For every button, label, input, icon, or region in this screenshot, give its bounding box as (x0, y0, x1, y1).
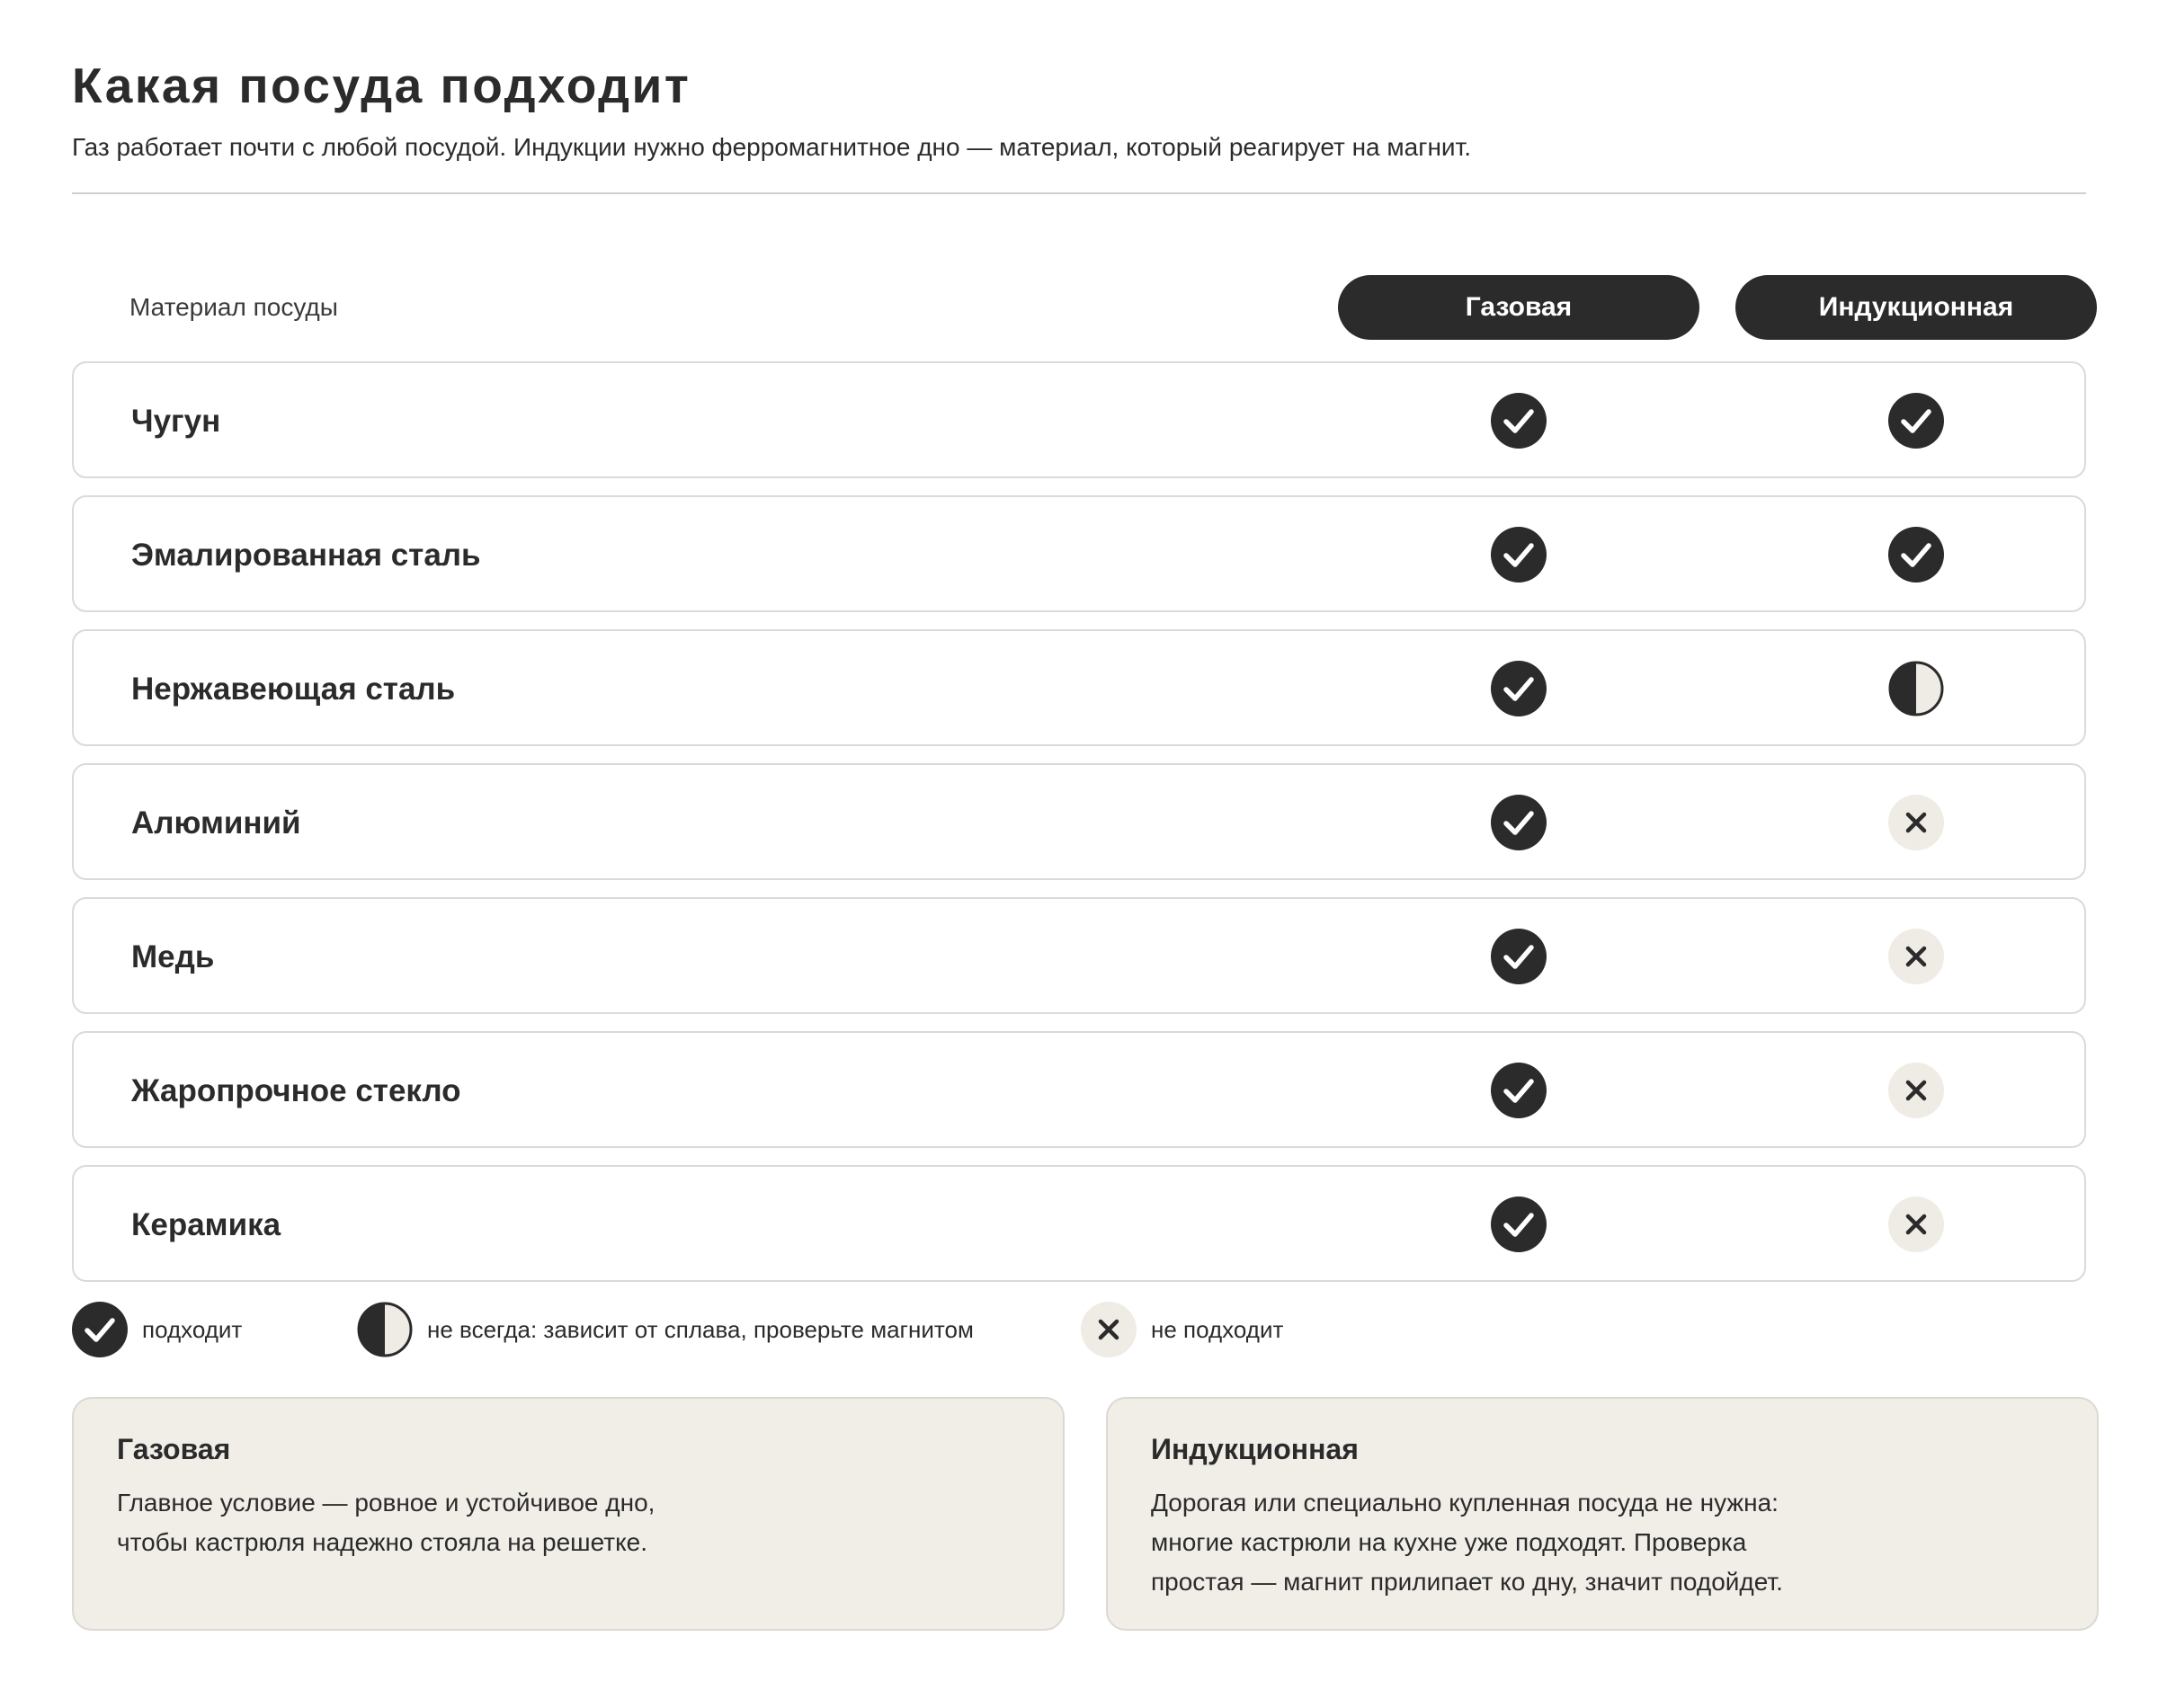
cross-circle-icon (1888, 1196, 1944, 1252)
material-name: Эмалированная сталь (131, 538, 481, 573)
table-row (72, 897, 2086, 1014)
divider (72, 192, 2086, 194)
induction-status (1888, 393, 1944, 449)
table-row (72, 1165, 2086, 1282)
cross-circle-icon (1081, 1302, 1137, 1357)
gas-status (1491, 393, 1547, 449)
check-circle-icon (1491, 527, 1547, 583)
gas-status (1491, 527, 1547, 583)
induction-status (1888, 1063, 1944, 1118)
table-row (72, 629, 2086, 746)
check-circle-icon (1491, 1063, 1547, 1118)
material-name: Нержавеющая сталь (131, 672, 456, 707)
induction-note-card (1106, 1397, 2099, 1631)
page-title: Какая посуда подходит (72, 58, 691, 113)
gas-status (1491, 929, 1547, 984)
legend-label: подходит (142, 1315, 243, 1343)
cross-circle-icon (1888, 929, 1944, 984)
check-circle-icon (1888, 393, 1944, 449)
legend-item-ok (72, 1302, 242, 1357)
check-circle-icon (1491, 929, 1547, 984)
gas-note-card (72, 1397, 1065, 1631)
cross-circle-icon (1888, 795, 1944, 850)
induction-status (1888, 795, 1944, 850)
gas-status (1491, 1063, 1547, 1118)
material-name: Медь (131, 939, 215, 974)
legend-label: не подходит (1151, 1315, 1284, 1343)
induction-status (1888, 527, 1944, 583)
legend-label: не всегда: зависит от сплава, проверьте магнитом (427, 1315, 974, 1343)
table-row (72, 361, 2086, 478)
induction-status (1888, 661, 1944, 716)
note-text: Главное условие — ровное и устойчивое дно, чтобы кастрюля надежно стояла на решетке. (117, 1489, 655, 1556)
note-text: Дорогая или специально купленная посуда не нужна: многие кастрюли на кухне уже подходят. Проверка простая — магнит прилипает ко дну, значит подойдет. (1151, 1489, 1783, 1596)
check-circle-icon (1491, 1196, 1547, 1252)
check-circle-icon (1491, 393, 1547, 449)
material-column-label: Материал посуды (129, 293, 338, 321)
page-subtitle: Газ работает почти с любой посудой. Индукции нужно ферромагнитное дно — материал, который реагирует на магнит. (72, 133, 1472, 161)
check-circle-icon (72, 1302, 128, 1357)
gas-status (1491, 661, 1547, 716)
table-header (72, 275, 2086, 340)
material-name: Керамика (131, 1207, 281, 1242)
legend-item-partial (357, 1302, 974, 1357)
check-circle-icon (1491, 661, 1547, 716)
gas-column-header: Газовая (1338, 275, 1699, 340)
induction-status (1888, 1196, 1944, 1252)
check-circle-icon (1888, 527, 1944, 583)
table-row (72, 495, 2086, 612)
material-name: Жаропрочное стекло (131, 1073, 461, 1108)
induction-status (1888, 929, 1944, 984)
note-title: Газовая (117, 1433, 231, 1465)
half-circle-icon (357, 1302, 413, 1357)
note-title: Индукционная (1151, 1433, 1359, 1465)
legend-item-no (1081, 1302, 1283, 1357)
gas-status (1491, 795, 1547, 850)
table-body (72, 361, 2086, 1282)
check-circle-icon (1491, 795, 1547, 850)
notes (72, 1397, 2086, 1631)
table-row (72, 1031, 2086, 1148)
material-name: Алюминий (131, 805, 301, 841)
table-row (72, 763, 2086, 880)
cross-circle-icon (1888, 1063, 1944, 1118)
half-circle-icon (1888, 661, 1944, 716)
legend (72, 1302, 2086, 1357)
induction-column-header: Индукционная (1735, 275, 2097, 340)
gas-status (1491, 1196, 1547, 1252)
material-name: Чугун (131, 404, 221, 439)
